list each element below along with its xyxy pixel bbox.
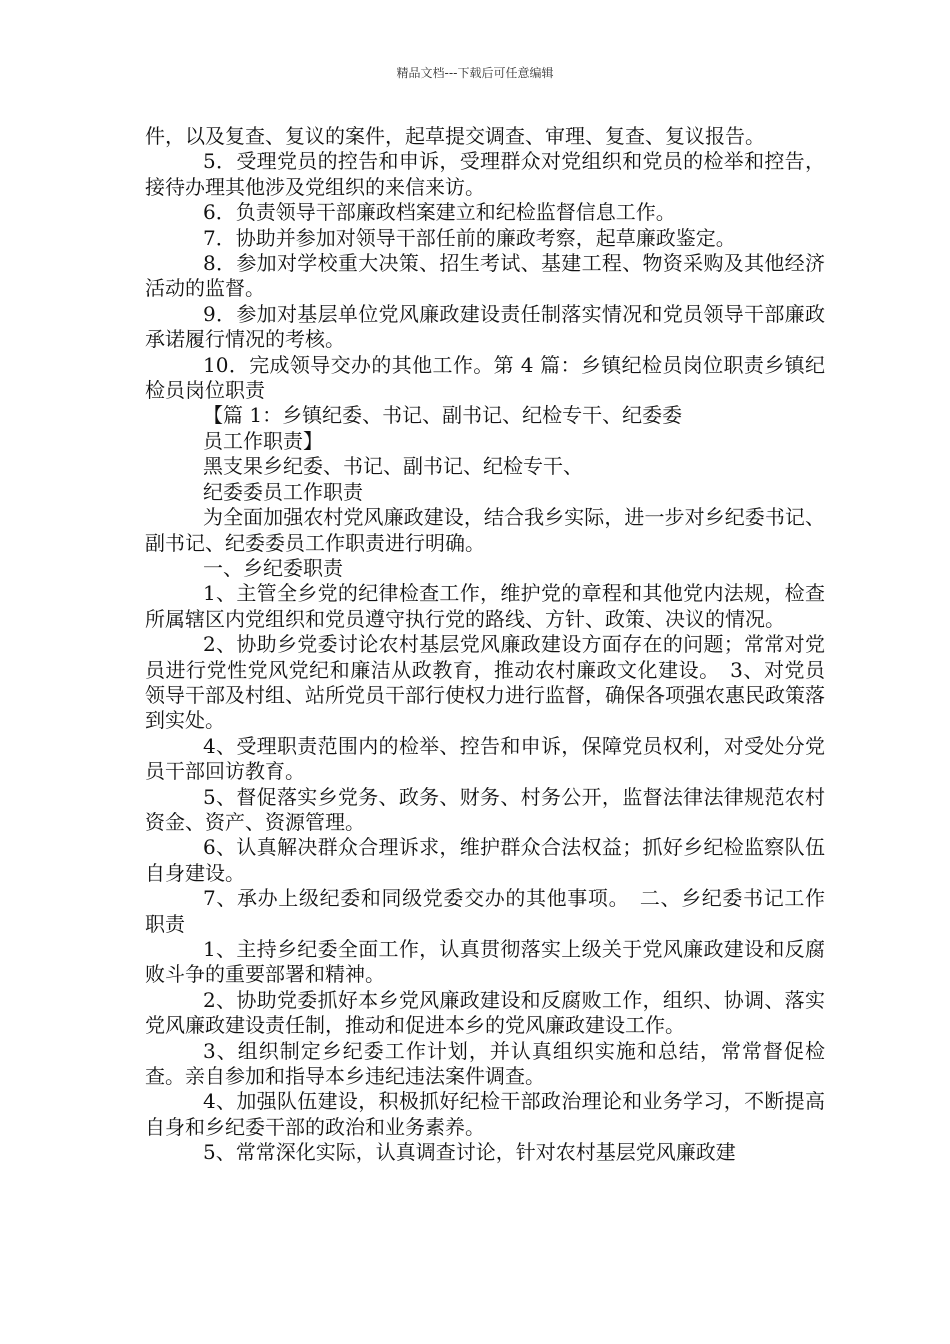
paragraph: 5．受理党员的控告和申诉，受理群众对党组织和党员的检举和控告，接待办理其他涉及党组织的来信来访。	[145, 149, 825, 199]
paragraph: 4、受理职责范围内的检举、控告和申诉，保障党员权利，对受处分党员干部回访教育。	[145, 733, 825, 784]
section-heading-line: 【篇 1：乡镇纪委、书记、副书记、纪检专干、纪委委	[203, 403, 683, 428]
section-title: 一、乡纪委职责	[203, 555, 343, 580]
paragraph: 2、协助乡党委讨论农村基层党风廉政建设方面存在的问题；常常对党员进行党性党风党纪和廉洁从政教育，推动农村廉政文化建设。 3、对党员领导干部及村组、站所党员干部行使权力进行监督，确保各项强农惠民政策落到实处。	[145, 632, 825, 733]
paragraph: 2、协助党委抓好本乡党风廉政建设和反腐败工作，组织、协调、落实党风廉政建设责任制，推动和促进本乡的党风廉政建设工作。	[145, 987, 825, 1038]
paragraph: 件，以及复查、复议的案件，起草提交调查、审理、复查、复议报告。	[145, 124, 765, 148]
section-heading-line: 员工作职责】	[203, 428, 323, 453]
paragraph: 8．参加对学校重大决策、招生考试、基建工程、物资采购及其他经济活动的监督。	[145, 251, 825, 301]
document-body	[145, 124, 825, 1166]
paragraph: 6．负责领导干部廉政档案建立和纪检监督信息工作。	[203, 200, 676, 225]
paragraph: 3、组织制定乡纪委工作计划，并认真组织实施和总结，常常督促检查。亲自参加和指导本乡违纪违法案件调查。	[145, 1038, 825, 1089]
paragraph: 7、承办上级纪委和同级党委交办的其他事项。 二、乡纪委书记工作职责	[145, 886, 825, 936]
paragraph: 5、督促落实乡党务、政务、财务、村务公开，监督法律法律规范农村资金、资产、资源管理。	[145, 784, 825, 834]
paragraph: 6、认真解决群众合理诉求，维护群众合法权益；抓好乡纪检监察队伍自身建设。	[145, 835, 825, 885]
paragraph: 1、主持乡纪委全面工作，认真贯彻落实上级关于党风廉政建设和反腐败斗争的重要部署和精神。	[145, 937, 825, 987]
paragraph: 9．参加对基层单位党风廉政建设责任制落实情况和党员领导干部廉政承诺履行情况的考核。	[145, 301, 825, 352]
section-heading-line: 黑支果乡纪委、书记、副书记、纪检专干、	[203, 454, 583, 479]
paragraph: 1、主管全乡党的纪律检查工作，维护党的章程和其他党内法规，检查所属辖区内党组织和党员遵守执行党的路线、方针、政策、决议的情况。	[145, 581, 825, 631]
paragraph: 4、加强队伍建设，积极抓好纪检干部政治理论和业务学习，不断提高自身和乡纪委干部的政治和业务素养。	[145, 1089, 825, 1139]
section-heading-line: 纪委委员工作职责	[203, 479, 363, 504]
paragraph: 10．完成领导交办的其他工作。第 4 篇：乡镇纪检员岗位职责乡镇纪检员岗位职责	[145, 352, 825, 403]
paragraph: 5、常常深化实际，认真调查讨论，针对农村基层党风廉政建	[203, 1140, 736, 1165]
paragraph: 7．协助并参加对领导干部任前的廉政考察，起草廉政鉴定。	[203, 225, 736, 250]
paragraph: 为全面加强农村党风廉政建设，结合我乡实际，进一步对乡纪委书记、副书记、纪委委员工作职责进行明确。	[145, 505, 825, 555]
page-header: 精品文档---下载后可任意编辑	[396, 66, 554, 80]
